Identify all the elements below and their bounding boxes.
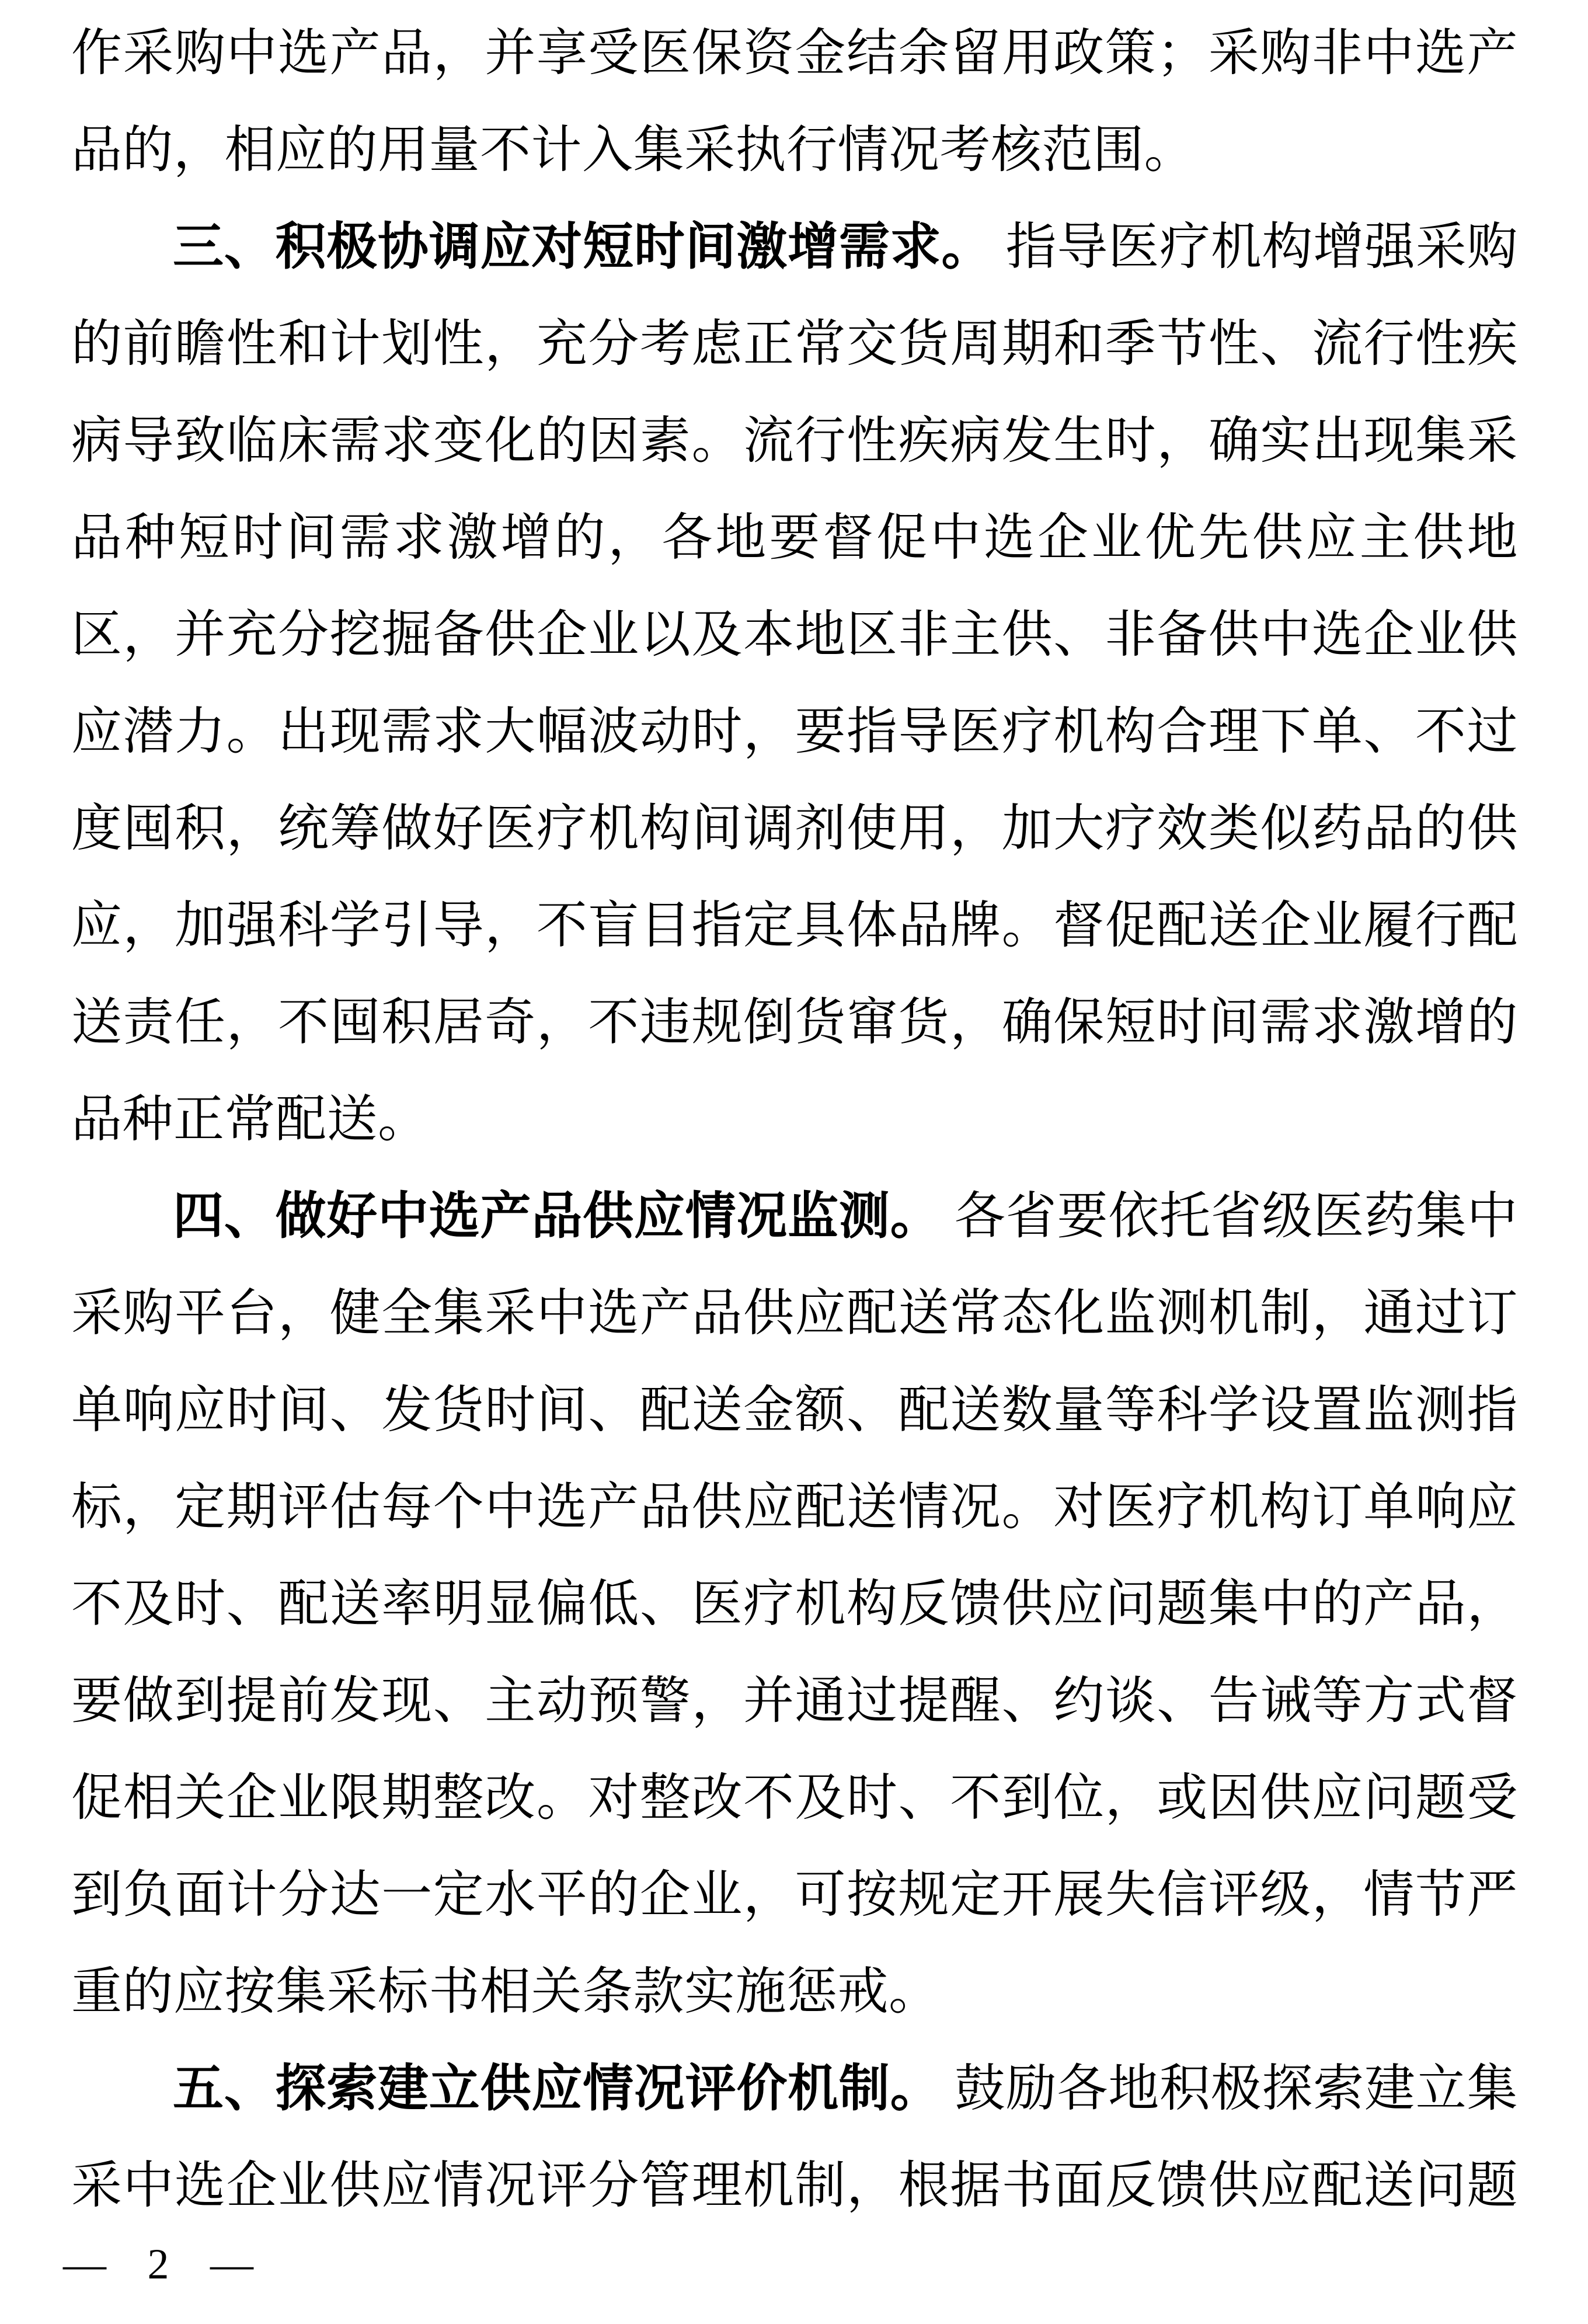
body-text: 促相关企业限期整改。对整改不及时、不到位，或因供应问题受 (71, 1769, 1518, 1826)
body-text: 的前瞻性和计划性，充分考虑正常交货周期和季节性、流行性疾 (71, 315, 1518, 372)
text-line (71, 974, 1518, 1071)
text-line (71, 1749, 1518, 1846)
text-line (71, 1556, 1518, 1652)
text-line (71, 2137, 1518, 2234)
section-heading: 三、积极协调应对短时间激增需求。 (173, 218, 993, 275)
body-text: 鼓励各地积极探索建立集 (954, 2060, 1519, 2117)
section-heading: 五、探索建立供应情况评价机制。 (173, 2060, 942, 2117)
body-text: 品种正常配送。 (71, 1091, 429, 1147)
text-line (71, 199, 1518, 295)
body-text: 应，加强科学引导，不盲目指定具体品牌。督促配送企业履行配 (71, 897, 1518, 954)
body-text: 不及时、配送率明显偏低、医疗机构反馈供应问题集中的产品， (71, 1575, 1518, 1632)
body-text: 采中选企业供应情况评分管理机制，根据书面反馈供应配送问题 (71, 2157, 1518, 2214)
body-text: 品的，相应的用量不计入集采执行情况考核范围。 (71, 121, 1195, 178)
body-text: 品种短时间需求激增的，各地要督促中选企业优先供应主供地 (71, 509, 1518, 566)
text-line (71, 1071, 1518, 1168)
text-line (71, 1652, 1518, 1749)
body-text: 单响应时间、发货时间、配送金额、配送数量等科学设置监测指 (71, 1382, 1518, 1438)
text-line (71, 295, 1518, 392)
text-line (71, 877, 1518, 974)
body-text: 作采购中选产品，并享受医保资金结余留用政策；采购非中选产 (71, 25, 1518, 81)
section-heading: 四、做好中选产品供应情况监测。 (173, 1188, 942, 1244)
body-text: 采购平台，健全集采中选产品供应配送常态化监测机制，通过订 (71, 1285, 1518, 1341)
text-line (71, 1943, 1518, 2040)
body-text: 病导致临床需求变化的因素。流行性疾病发生时，确实出现集采 (71, 412, 1518, 469)
body-text: 指导医疗机构增强采购 (1005, 218, 1519, 275)
body-text: 到负面计分达一定水平的企业，可按规定开展失信评级，情节严 (71, 1866, 1518, 1923)
body-text: 度囤积，统筹做好医疗机构间调剂使用，加大疗效类似药品的供 (71, 800, 1518, 857)
text-line (71, 1362, 1518, 1459)
text-line (71, 1459, 1518, 1556)
text-line (71, 1846, 1518, 1943)
text-line (71, 1168, 1518, 1265)
body-text: 各省要依托省级医药集中 (954, 1188, 1519, 1244)
body-text: 应潜力。出现需求大幅波动时，要指导医疗机构合理下单、不过 (71, 703, 1518, 760)
text-line (71, 5, 1518, 102)
text-line (71, 102, 1518, 199)
text-line (71, 683, 1518, 780)
page-number: — 2 — (63, 2240, 269, 2288)
text-line (71, 1265, 1518, 1362)
body-text: 要做到提前发现、主动预警，并通过提醒、约谈、告诫等方式督 (71, 1672, 1518, 1729)
body-text: 重的应按集采标书相关条款实施惩戒。 (71, 1963, 940, 2020)
text-line (71, 780, 1518, 877)
body-text: 区，并充分挖掘备供企业以及本地区非主供、非备供中选企业供 (71, 606, 1518, 663)
text-line (71, 392, 1518, 489)
document-body (71, 5, 1518, 2234)
body-text: 标，定期评估每个中选产品供应配送情况。对医疗机构订单响应 (71, 1478, 1518, 1535)
body-text: 送责任，不囤积居奇，不违规倒货窜货，确保短时间需求激增的 (71, 994, 1518, 1050)
text-line (71, 489, 1518, 586)
text-line (71, 2040, 1518, 2137)
text-line (71, 586, 1518, 683)
